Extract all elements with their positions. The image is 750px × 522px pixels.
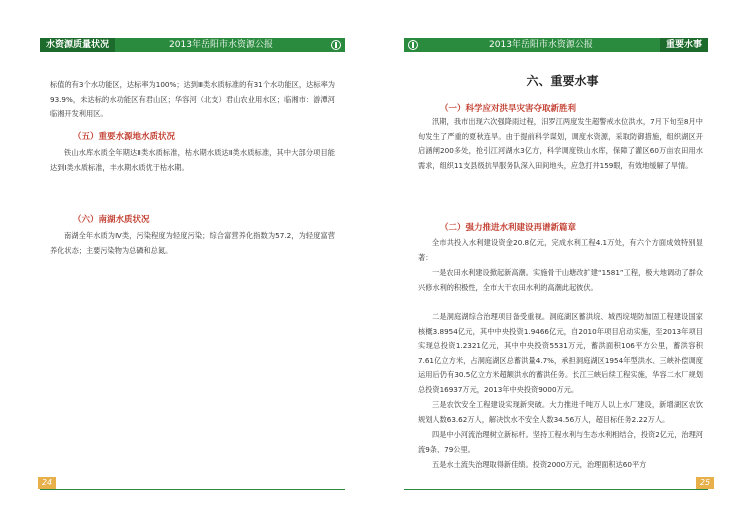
footer-rule <box>40 489 345 490</box>
paragraph: 一是农田水利建设掀起新高潮。实施骨干山塘改扩建“1581”工程，极大地调动了群众兴修水利的积极性，全市大干农田水利的高潮此起彼伏。 <box>418 268 703 292</box>
page-number: 24 <box>38 477 56 489</box>
left-header-tag: 水资源质量状况 <box>40 38 115 52</box>
right-header-title: 2013年岳阳市水资源公报 <box>489 40 593 50</box>
left-header-bar <box>40 38 345 52</box>
paragraph: 汛期，我市出现六次强降雨过程，汨罗江两度发生超警戒水位洪水，7月下旬至8月中旬发生了严重的夏秋连旱。由于提前科学谋划，调度水资源，采取防御措施，组织湖区开启涵闸200多处，抢引江河湖水3亿方，科学调度铁山水库，保障了灌区60万亩农田用水需求，组织11支县级抗旱服务队深入田间地头，应急打井159眼，有效地缓解了旱情。 <box>418 117 703 170</box>
right-header-bar <box>404 38 708 52</box>
right-header-tag: 重要水事 <box>660 38 708 52</box>
paragraph: 南湖全年水质为Ⅳ类，污染程度为轻度污染；综合富营养化指数为57.2，为轻度富营养化状态；主要污染物为总磷和总氮。 <box>50 231 335 255</box>
paragraph: 全市共投入水利建设资金20.8亿元，完成水利工程4.1万处，有六个方面成效特别显著： <box>418 238 703 262</box>
paragraph: 标值的有3个水功能区，达标率为100%；达到Ⅲ类水质标准的有31个水功能区，达标率为93.9%，未达标的水功能区有君山区；华容河（北支）君山农业用水区；临湘市：游潭河临湘开发利用区。 <box>50 80 335 119</box>
paragraph: 五是水土流失治理取得新佳绩。投资2000万元，治理面积达60平方 <box>432 460 647 469</box>
left-header-title: 2013年岳阳市水资源公报 <box>169 40 273 50</box>
section-heading: （五）重要水源地水质状况 <box>73 132 176 142</box>
paragraph: 二是洞庭湖综合治理项目备受重视。洞庭湖区蓄洪垸、城西垸堤防加固工程建设国家核概3.8954亿元，其中中央投资1.9466亿元，自2010年项目启动实施，至2013年项目实现总投资1.2321亿元，其中中央投资5531万元，蓄洪面积106平方公里，蓄洪容积7.61亿立方米，占洞庭湖区总蓄洪量4.7%，承担洞庭湖区1954年型洪水、三峡补偿调度运用后仍有30.5亿立方米超额洪水的蓄洪任务。长江三峡后续工程实施，华容二水厂规划总投资16937万元，2013年中央投资9000万元。 <box>418 312 703 394</box>
footer-rule <box>404 489 708 490</box>
section-heading: （六）南湖水质状况 <box>73 215 150 225</box>
page-title: 六、重要水事 <box>526 74 599 88</box>
paragraph: 铁山水库水质全年期达Ⅱ类水质标准，枯水期水质达Ⅱ类水质标准，其中大部分项目能达到Ⅰ类水质标准，丰水期水质优于枯水期。 <box>50 148 335 172</box>
paragraph: 三是农饮安全工程建设实现新突破。大力推进千吨万人以上水厂建设，新增湖区农饮规划人数63.62万人，解决饮水不安全人数34.56万人，超目标任务2.22万人。 <box>418 400 703 424</box>
page-number: 25 <box>696 477 714 489</box>
paragraph: 四是中小河流治理树立新标杆。坚持工程水利与生态水利相结合，投资2亿元，治理河流9条、79公里。 <box>418 430 703 454</box>
section-heading: （一）科学应对洪旱灾害夺取新胜利 <box>440 104 577 114</box>
water-logo-icon <box>408 40 418 50</box>
section-heading: （二）强力推进水利建设再谱新篇章 <box>440 223 577 233</box>
water-logo-icon <box>331 40 341 50</box>
